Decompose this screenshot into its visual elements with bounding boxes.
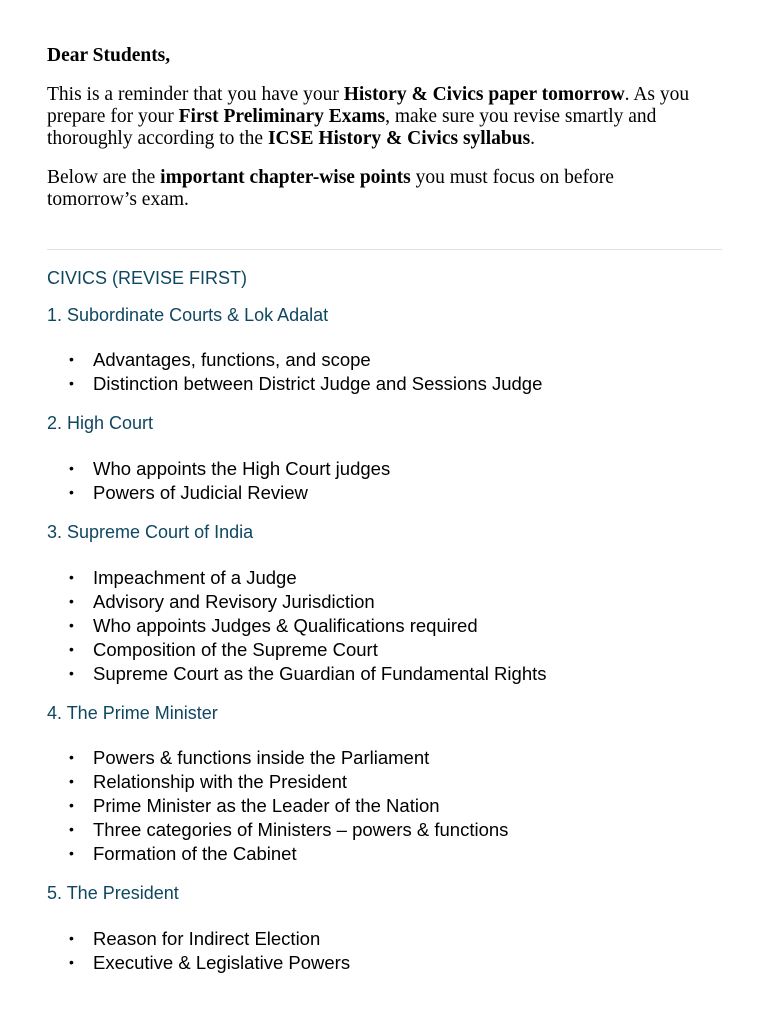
point-item: • Composition of the Supreme Court: [47, 638, 547, 662]
chapter-title: 1. Subordinate Courts & Lok Adalat: [47, 305, 329, 325]
chapter-points: [47, 457, 390, 505]
chapter-points: [47, 566, 547, 686]
point-item: • Relationship with the President: [47, 770, 508, 794]
point-item: • Advisory and Revisory Jurisdiction: [47, 590, 547, 614]
section-title: CIVICS (REVISE FIRST): [47, 268, 248, 288]
intro-text-1: This is a reminder that you have your: [47, 84, 344, 105]
intro-paragraph: [47, 84, 717, 150]
point-item: • Executive & Legislative Powers: [47, 951, 350, 975]
point-item: • Prime Minister as the Leader of the Nation: [47, 794, 508, 818]
intro-text-4: .: [530, 128, 536, 149]
chapter-title: 5. The President: [47, 883, 179, 903]
chapter-points: [47, 348, 542, 396]
point-item: • Powers of Judicial Review: [47, 481, 390, 505]
chapter-title: 3. Supreme Court of India: [47, 522, 254, 542]
intro-bold-paper: History & Civics paper tomorrow: [343, 84, 625, 105]
chapter-points: [47, 746, 508, 866]
point-item: • Who appoints Judges & Qualifications required: [47, 614, 547, 638]
horizontal-divider: [47, 249, 722, 250]
point-item: • Powers & functions inside the Parliament: [47, 746, 508, 770]
intro-bold-syllabus: ICSE History & Civics syllabus: [267, 128, 531, 149]
point-item: • Distinction between District Judge and Sessions Judge: [47, 372, 542, 396]
point-item: • Reason for Indirect Election: [47, 927, 350, 951]
greeting: Dear Students,: [47, 45, 171, 66]
focus-bold: important chapter-wise points: [160, 167, 411, 188]
chapter-title: 2. High Court: [47, 413, 154, 433]
point-item: • Three categories of Ministers – powers & functions: [47, 818, 508, 842]
focus-paragraph: [47, 167, 687, 211]
focus-text-1: Below are the: [47, 167, 161, 188]
point-item: • Supreme Court as the Guardian of Fundamental Rights: [47, 662, 547, 686]
point-item: • Who appoints the High Court judges: [47, 457, 390, 481]
focus-text-2: you must focus on before tomorrow’s exam.: [47, 167, 614, 210]
intro-text-3: , make sure you revise smartly and thoroughly according to the: [47, 106, 657, 149]
point-item: • Impeachment of a Judge: [47, 566, 547, 590]
point-item: • Formation of the Cabinet: [47, 842, 508, 866]
chapter-title: 4. The Prime Minister: [47, 703, 218, 723]
chapter-points: [47, 927, 350, 975]
intro-text-2: . As you prepare for your: [47, 84, 690, 127]
point-item: • Advantages, functions, and scope: [47, 348, 542, 372]
intro-bold-exams: First Preliminary Exams: [178, 106, 386, 127]
